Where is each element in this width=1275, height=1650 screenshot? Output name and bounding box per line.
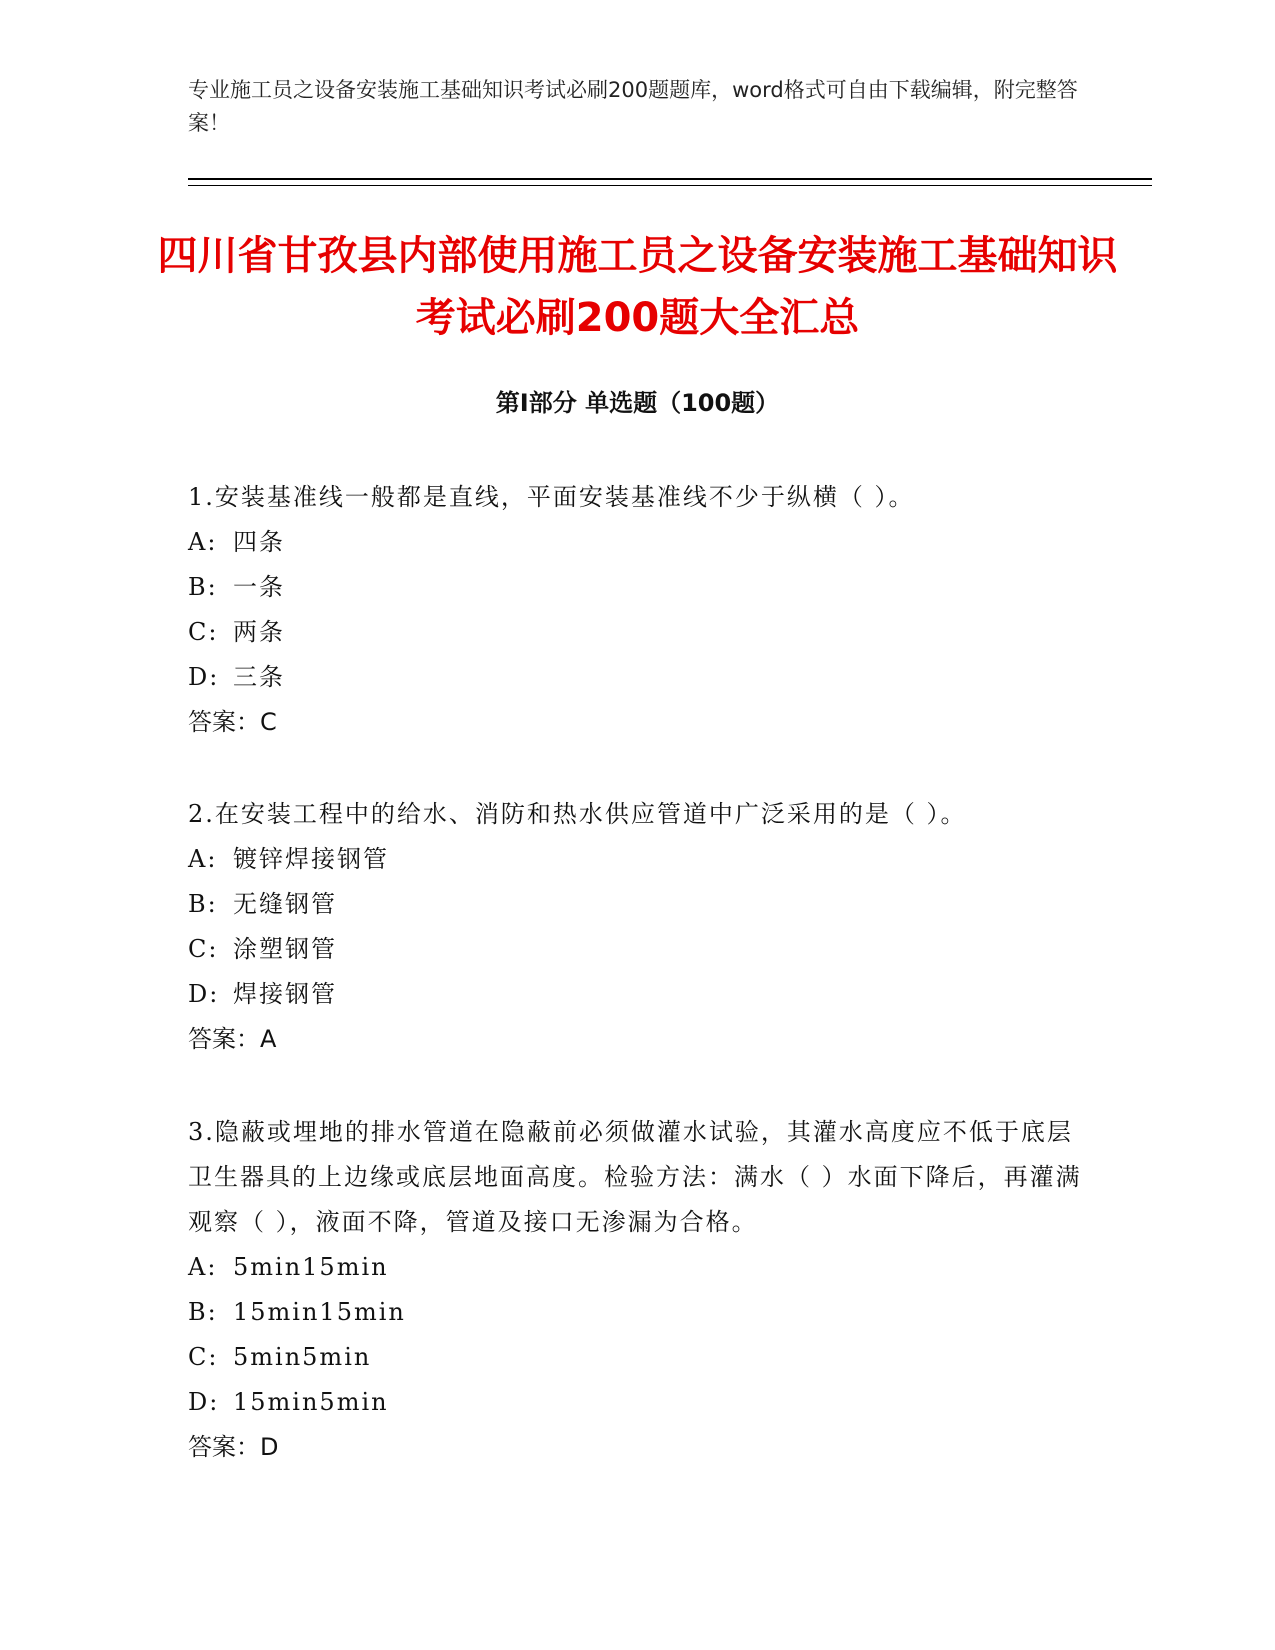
option-text: 无缝钢管 [233,890,337,918]
option-c [188,610,1088,655]
option-key: D: [188,663,220,691]
option-d [188,1380,1088,1425]
question-stem: 3.隐蔽或埋地的排水管道在隐蔽前必须做灌水试验，其灌水高度应不低于底层卫生器具的上边缘或底层地面高度。检验方法：满水（ ）水面下降后，再灌满观察（ ），液面不降，管道及接口无渗漏为合格。 [188,1118,1082,1236]
option-text: 两条 [233,618,285,646]
option-a [188,837,1088,882]
option-key: C: [188,935,219,963]
option-a [188,520,1088,565]
question-item [188,792,1088,1062]
header-divider-thick [188,178,1152,180]
answer-label: 答案： [188,708,260,736]
question-item [188,1110,1088,1470]
answer-label: 答案： [188,1433,260,1461]
option-key: C: [188,618,219,646]
option-a [188,1245,1088,1290]
header-divider-thin [188,185,1152,186]
option-key: A: [188,845,218,873]
option-c [188,1335,1088,1380]
answer-line [188,1425,1088,1470]
option-d [188,655,1088,700]
answer-value: A [260,1025,277,1053]
option-c [188,927,1088,972]
option-key: A: [188,528,218,556]
header-note: 专业施工员之设备安装施工基础知识考试必刷200题题库，word格式可自由下载编辑，附完整答案！ [188,78,1078,135]
option-text: 一条 [233,573,285,601]
option-b [188,882,1088,927]
answer-value: C [260,708,277,736]
option-key: B: [188,890,218,918]
answer-label: 答案： [188,1025,260,1053]
option-text: 15min5min [233,1388,389,1416]
question-stem: 2.在安装工程中的给水、消防和热水供应管道中广泛采用的是（ ）。 [188,800,967,828]
option-text: 5min15min [233,1253,389,1281]
question-item [188,475,1088,745]
option-text: 三条 [233,663,285,691]
option-key: C: [188,1343,219,1371]
option-text: 5min5min [233,1343,372,1371]
option-text: 焊接钢管 [233,980,337,1008]
option-key: D: [188,1388,220,1416]
option-key: B: [188,573,218,601]
option-key: A: [188,1253,218,1281]
option-text: 15min15min [233,1298,406,1326]
question-stem: 1.安装基准线一般都是直线，平面安装基准线不少于纵横（ ）。 [188,483,915,511]
option-text: 镀锌焊接钢管 [233,845,389,873]
option-text: 涂塑钢管 [233,935,337,963]
section-heading: 第I部分 单选题（100题） [495,389,780,417]
option-b [188,1290,1088,1335]
option-text: 四条 [233,528,285,556]
option-key: D: [188,980,220,1008]
answer-line [188,1017,1088,1062]
option-b [188,565,1088,610]
answer-value: D [260,1433,279,1461]
document-title: 四川省甘孜县内部使用施工员之设备安装施工基础知识考试必刷200题大全汇总 [157,233,1118,341]
option-d [188,972,1088,1017]
option-key: B: [188,1298,218,1326]
answer-line [188,700,1088,745]
